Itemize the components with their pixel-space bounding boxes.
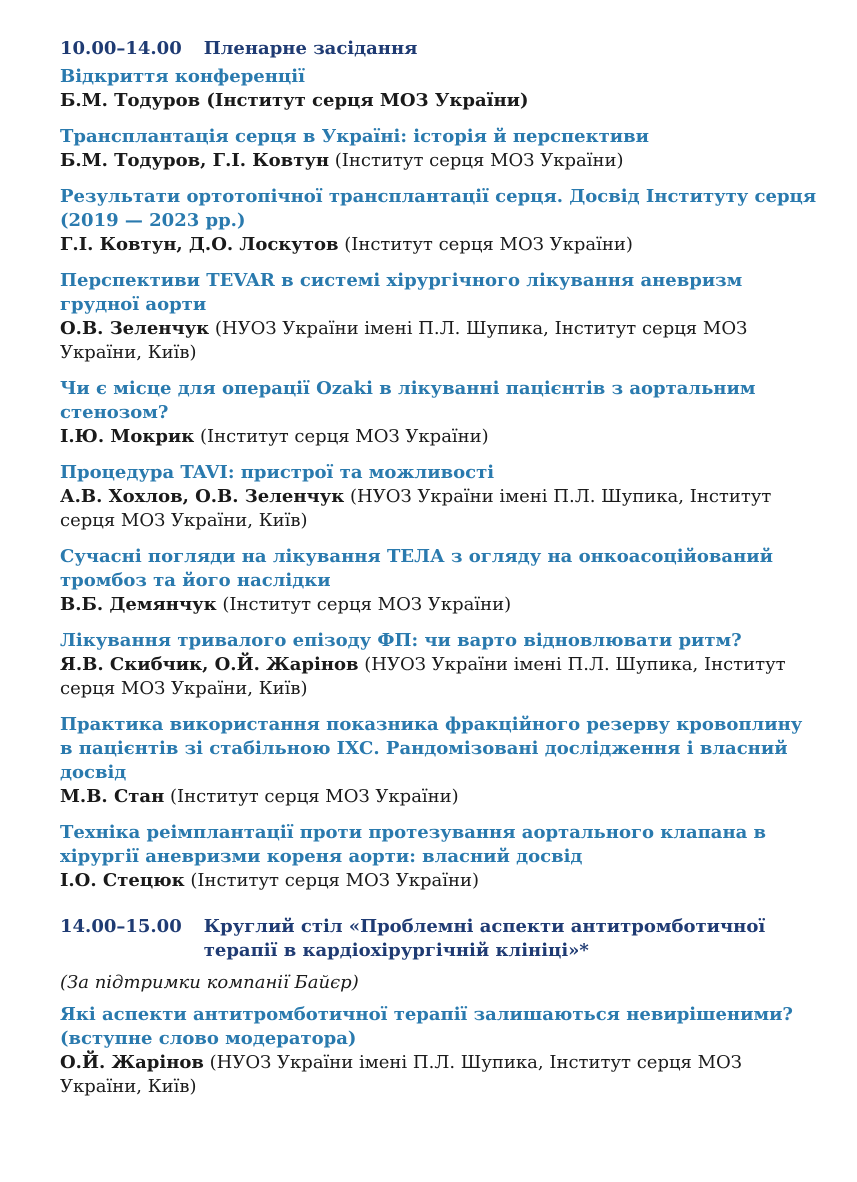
program-item xyxy=(60,461,817,533)
session-title: Круглий стіл «Проблемні аспекти антитромботичної терапії в кардіохірургічній клініці»* xyxy=(203,916,766,961)
program-item xyxy=(60,185,817,257)
talk-speakers xyxy=(60,593,817,617)
speaker-names: О.Й. Жарінов xyxy=(60,1052,204,1073)
talk-speakers xyxy=(60,89,817,113)
program-item xyxy=(60,629,817,701)
talk-speakers xyxy=(60,485,817,533)
speaker-names: Б.М. Тодуров, Г.І. Ковтун xyxy=(60,150,330,171)
talk-speakers xyxy=(60,1051,817,1099)
program-item xyxy=(60,125,817,173)
talk-title: Лікування тривалого епізоду ФП: чи варто відновлювати ритм? xyxy=(60,630,742,651)
speaker-affiliation: (Інститут серця МОЗ України) xyxy=(194,426,489,447)
talk-title: Які аспекти антитромботичної терапії залишаються невирішеними? (вступне слово модератора) xyxy=(60,1004,793,1049)
speaker-affiliation: (Інститут серця МОЗ України) xyxy=(329,150,624,171)
speaker-affiliation: (Інститут серця МОЗ України) xyxy=(216,594,512,615)
speaker-names: І.О. Стецюк xyxy=(60,870,185,891)
session-header xyxy=(60,915,817,963)
speaker-affiliation: (НУОЗ України імені П.Л. Шупика, Інститут серця МОЗ України, Київ) xyxy=(60,654,786,699)
speaker-names: Б.М. Тодуров (Інститут серця МОЗ України) xyxy=(60,90,529,111)
speaker-affiliation: (Інститут серця МОЗ України) xyxy=(184,870,480,891)
speaker-affiliation: (НУОЗ України імені П.Л. Шупика, Інститут серця МОЗ України, Київ) xyxy=(60,486,772,531)
speaker-affiliation: (НУОЗ України імені П.Л. Шупика, Інститут серця МОЗ України, Київ) xyxy=(60,1052,743,1097)
talk-title: Перспективи TEVAR в системі хірургічного лікування аневризм грудної аорти xyxy=(60,270,743,315)
talk-title: Практика використання показника фракційного резерву кровоплину в пацієнтів зі стабільною ІХС. Рандомізовані дослідження і власний досвід xyxy=(60,714,803,783)
program-item xyxy=(60,269,817,365)
session-header xyxy=(60,37,817,61)
speaker-affiliation: (НУОЗ України імені П.Л. Шупика, Інститут серця МОЗ України, Київ) xyxy=(60,318,748,363)
talk-speakers xyxy=(60,425,817,449)
talk-speakers xyxy=(60,233,817,257)
speaker-names: Я.В. Скибчик, О.Й. Жарінов xyxy=(60,654,359,675)
talk-speakers xyxy=(60,317,817,365)
program-item xyxy=(60,545,817,617)
talk-speakers xyxy=(60,653,817,701)
program-item xyxy=(60,713,817,809)
talk-title: Процедура TAVI: пристрої та можливості xyxy=(60,462,495,483)
program-item xyxy=(60,65,817,113)
session-title: Пленарне засідання xyxy=(203,38,418,59)
talk-title: Результати ортотопічної трансплантації серця. Досвід Інституту серця (2019 — 2023 рр.) xyxy=(60,186,817,231)
program-item xyxy=(60,1003,817,1099)
talk-title: Техніка реімплантації проти протезування аортального клапана в хірургії аневризми кореня аорти: власний досвід xyxy=(60,822,767,867)
talk-title: Чи є місце для операції Ozaki в лікуванні пацієнтів з аортальним стенозом? xyxy=(60,378,756,423)
speaker-names: Г.І. Ковтун, Д.О. Лоскутов xyxy=(60,234,339,255)
program-item xyxy=(60,821,817,893)
speaker-names: І.Ю. Мокрик xyxy=(60,426,195,447)
program-item xyxy=(60,377,817,449)
talk-speakers xyxy=(60,785,817,809)
speaker-names: М.В. Стан xyxy=(60,786,165,807)
session-time: 14.00–15.00 xyxy=(60,916,182,937)
speaker-names: В.Б. Демянчук xyxy=(60,594,217,615)
talk-speakers xyxy=(60,869,817,893)
talk-title: Трансплантація серця в Україні: історія й перспективи xyxy=(60,126,649,147)
speaker-names: А.В. Хохлов, О.В. Зеленчук xyxy=(60,486,345,507)
talk-title: Відкриття конференції xyxy=(60,66,305,87)
talk-title: Сучасні погляди на лікування ТЕЛА з огляду на онкоасоційований тромбоз та його наслідки xyxy=(60,546,773,591)
speaker-affiliation: (Інститут серця МОЗ України) xyxy=(164,786,459,807)
speaker-names: О.В. Зеленчук xyxy=(60,318,210,339)
sponsor-note: (За підтримки компанії Байєр) xyxy=(60,972,359,993)
session-time: 10.00–14.00 xyxy=(60,38,182,59)
talk-speakers xyxy=(60,149,817,173)
speaker-affiliation: (Інститут серця МОЗ України) xyxy=(338,234,633,255)
